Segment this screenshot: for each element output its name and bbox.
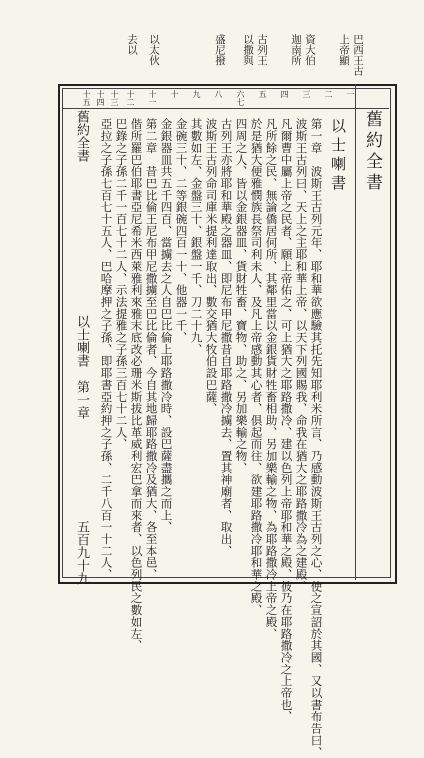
header-rule [62, 108, 389, 109]
text-line: 凡所餘之民、無論僑居何所、其鄰里當以金銀貨財牲畜相助、另加樂輸之物、為耶路撒冷上帝之殿、 [264, 118, 279, 640]
text-line: 四周之人、皆以金銀器皿、貨財牲畜、寶物、助之、另加樂輸之物、 [234, 118, 249, 474]
text-line: 巴錄之子孫二千一百七十二人、示法提雅之子孫三百七十二人、 [114, 118, 129, 450]
section-number: 九 [192, 90, 201, 98]
text-line: 偕所羅巴伯耶書亞尼希米西萊雅利來雅末底改必珊米斯拔比革威利宏巴拿而來者、以色列民之數如左、 [129, 118, 144, 652]
header-gloss: 迦南所 [290, 34, 302, 66]
section-number: 五 [258, 90, 267, 98]
section-number: 六七 [236, 90, 245, 106]
section-number: 四 [280, 90, 289, 98]
header-gloss: 古列王 [256, 34, 268, 66]
section-number: 十二 [126, 90, 135, 106]
header-gloss: 去以 [126, 34, 138, 55]
section-number: 三 [302, 90, 311, 98]
header-gloss: 以太伙 [148, 34, 160, 66]
section-number: 十三 [110, 90, 119, 106]
header-gloss: 以撒與 [242, 34, 254, 66]
section-number: 十五 [82, 90, 91, 106]
header-gloss: 資大伯 [304, 34, 316, 66]
text-line: 古列王亦將耶和華殿之器皿、即尼布甲尼撒昔自耶路撒冷擄去、置其神廟者、取出、 [219, 118, 234, 557]
section-number: 二 [324, 90, 333, 98]
text-line: 金銀器皿共五千四百、當擄去之人自巴比倫上耶路撒冷時、設巴薩盡攜之而上、 [159, 118, 174, 533]
header-gloss: 上帝顯 [338, 34, 350, 66]
section-number: 十一 [148, 90, 157, 106]
side-chapter: 以士喇書 第一章 [74, 315, 89, 419]
text-line: 第二章 昔巴比倫王尼布甲尼撒擄至巴比倫者、今自其地歸耶路撒冷及猶大、各至本邑、 [144, 118, 159, 581]
side-book: 舊約全書 [74, 110, 89, 162]
text-line: 波斯王古列命司庫米提利達取出、數交猶大牧伯設巴薩、 [204, 118, 219, 415]
text-line: 於是猶大便雅憫族長祭司利未人、及凡上帝感動其心者、俱起而往、欲建耶路撒冷耶和華之殿、 [249, 118, 264, 616]
text-line: 波斯王古列曰、天上之主耶和華上帝、以天下列國賜我、命我在猶大之耶路撒冷為之建殿、 [294, 118, 309, 592]
header-gloss: 巴西王古 [352, 34, 364, 76]
section-number: 十四 [96, 90, 105, 106]
header-gloss: 盛尼撥 [214, 34, 226, 66]
side-rule [355, 84, 356, 580]
section-number: 一 [346, 90, 355, 98]
page-number: 五百九十九 [74, 520, 89, 585]
text-line: 第一章 波斯王古列元年、耶和華欲應驗其托先知耶利米所言、乃感動波斯王古列之心、使之宣詔於其國、又以書布告曰、 [309, 118, 324, 758]
book-title: 舊約全書 [362, 110, 382, 194]
text-line: 金碗三十、二等銀碗四百一十、他器一千、 [174, 118, 189, 344]
section-number: 八 [214, 90, 223, 98]
text-line: 亞拉之子孫七百七十五人、巴哈摩押之子孫、即耶書亞約押之子孫、二千八百一十二人、 [99, 118, 114, 581]
section-number: 十 [170, 90, 179, 98]
text-line: 凡爾曹中屬上帝之民者、願上帝佑之、可上猶大之耶路撒冷、建以色列上帝耶和華之殿、彼乃在耶路撒冷之上帝也、 [279, 118, 294, 723]
text-line: 其數如左、金盤三十、銀盤一千、刀二十九、 [189, 118, 204, 355]
side-margin [68, 110, 92, 585]
page-title: 以士喇書 [329, 118, 347, 194]
